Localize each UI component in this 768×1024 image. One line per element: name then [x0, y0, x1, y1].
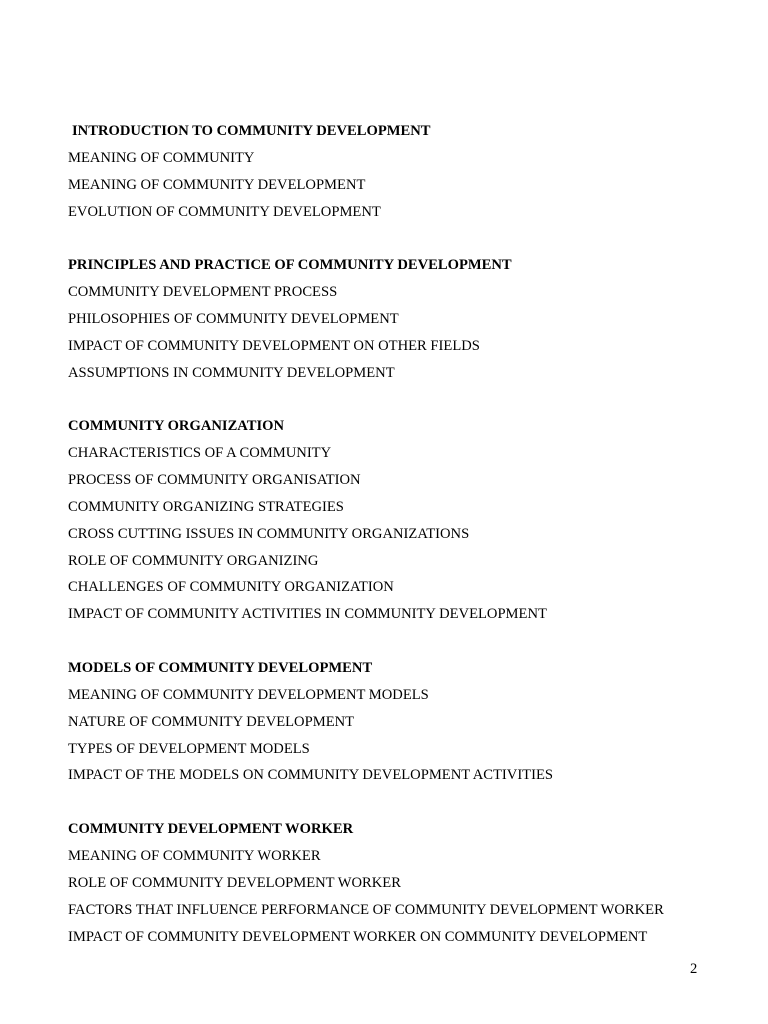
- list-item: EVOLUTION OF COMMUNITY DEVELOPMENT: [68, 203, 381, 220]
- list-item: IMPACT OF COMMUNITY ACTIVITIES IN COMMUNITY DEVELOPMENT: [68, 606, 547, 623]
- list-item: MEANING OF COMMUNITY DEVELOPMENT MODELS: [68, 686, 429, 703]
- section-heading: COMMUNITY DEVELOPMENT WORKER: [68, 821, 354, 838]
- section-heading: MODELS OF COMMUNITY DEVELOPMENT: [68, 660, 373, 677]
- section-heading: PRINCIPLES AND PRACTICE OF COMMUNITY DEVELOPMENT: [68, 257, 512, 274]
- list-item: MEANING OF COMMUNITY: [68, 149, 255, 166]
- list-item: ROLE OF COMMUNITY DEVELOPMENT WORKER: [68, 874, 401, 891]
- list-item: PROCESS OF COMMUNITY ORGANISATION: [68, 472, 361, 489]
- list-item: IMPACT OF THE MODELS ON COMMUNITY DEVELOPMENT ACTIVITIES: [68, 767, 553, 784]
- list-item: MEANING OF COMMUNITY WORKER: [68, 847, 321, 864]
- section-models: [68, 655, 728, 789]
- list-item: COMMUNITY DEVELOPMENT PROCESS: [68, 284, 338, 301]
- page-number: 2: [690, 961, 698, 977]
- section-introduction: [68, 118, 728, 225]
- list-item: MEANING OF COMMUNITY DEVELOPMENT: [68, 176, 366, 193]
- list-item: CROSS CUTTING ISSUES IN COMMUNITY ORGANIZATIONS: [68, 525, 470, 542]
- table-of-contents: [68, 118, 728, 977]
- list-item: ASSUMPTIONS IN COMMUNITY DEVELOPMENT: [68, 364, 395, 381]
- list-item: COMMUNITY ORGANIZING STRATEGIES: [68, 498, 344, 515]
- list-item: NATURE OF COMMUNITY DEVELOPMENT: [68, 713, 355, 730]
- list-item: FACTORS THAT INFLUENCE PERFORMANCE OF COMMUNITY DEVELOPMENT WORKER: [68, 901, 664, 918]
- list-item: PHILOSOPHIES OF COMMUNITY DEVELOPMENT: [68, 310, 399, 327]
- list-item: CHARACTERISTICS OF A COMMUNITY: [68, 445, 332, 462]
- section-worker: [68, 816, 728, 950]
- section-principles: [68, 252, 728, 386]
- section-heading: COMMUNITY ORGANIZATION: [68, 418, 285, 435]
- list-item: IMPACT OF COMMUNITY DEVELOPMENT WORKER ON COMMUNITY DEVELOPMENT: [68, 928, 648, 945]
- list-item: CHALLENGES OF COMMUNITY ORGANIZATION: [68, 579, 394, 596]
- section-heading: INTRODUCTION TO COMMUNITY DEVELOPMENT: [72, 123, 431, 139]
- list-item: TYPES OF DEVELOPMENT MODELS: [68, 740, 310, 757]
- list-item: ROLE OF COMMUNITY ORGANIZING: [68, 552, 319, 569]
- list-item: IMPACT OF COMMUNITY DEVELOPMENT ON OTHER FIELDS: [68, 337, 480, 354]
- section-community-organization: [68, 413, 728, 628]
